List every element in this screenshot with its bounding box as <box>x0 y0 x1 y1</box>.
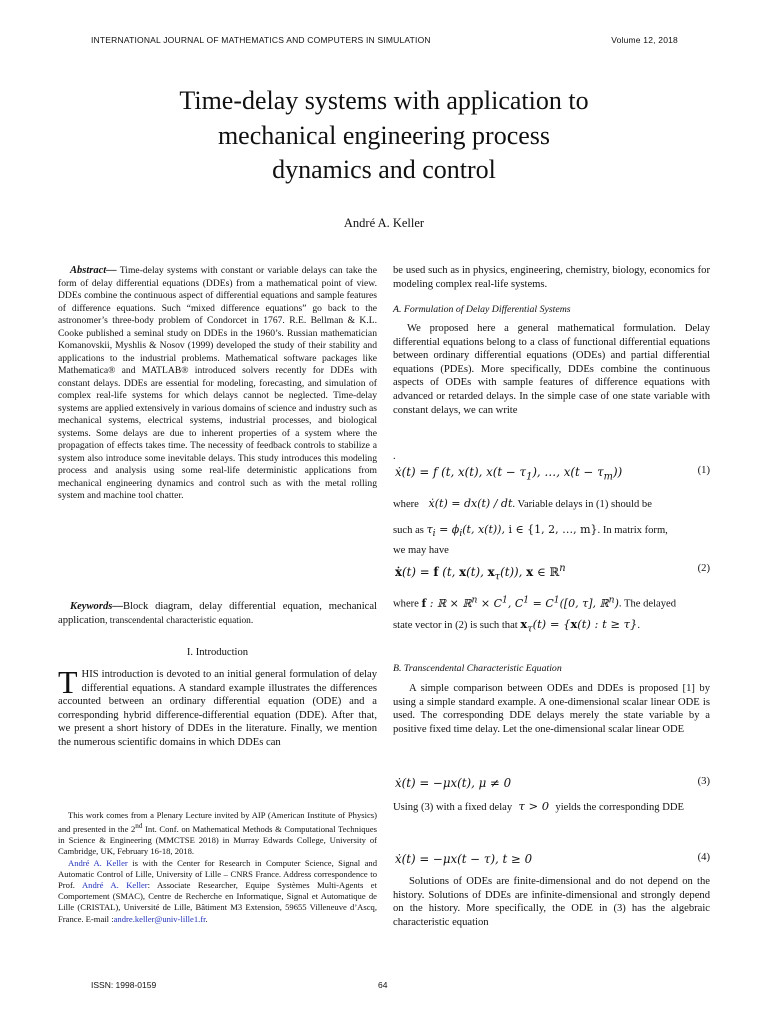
keywords-label: Keywords— <box>70 601 123 612</box>
transcendental-paragraph: A simple comparison between ODEs and DDEs is proposed [1] by using a simple standard example. A one-dimensional scalar linear ODE is used. The corresponding DDE delays merely the state variable by a positive fixed time delay. Let the one-dimensional scalar linear ODE <box>393 683 710 735</box>
where-line-2: where f : ℝ × ℝ$^n$ × $C^1$, $C^1 = C^1([0$, τ], ℝ$^n$). The delayed <box>393 594 677 610</box>
state-vector-line: state vector in (2) is such that $x_\tau(t) = \{x(t)$ : t ≥ τ}. <box>393 617 640 635</box>
volume-label: Volume 12, 2018 <box>611 35 678 45</box>
keywords <box>58 600 377 628</box>
author-link-2[interactable]: André A. Keller <box>81 880 148 891</box>
equation-4-number: (4) <box>697 852 710 863</box>
abstract-label: Abstract— <box>70 265 117 276</box>
variable-delay-line: such as $\tau_i = \phi_i(t$, x(t)), i ∈ {1, 2, …, m}. In matrix form, <box>393 523 668 540</box>
matrix-form-intro: we may have <box>393 545 449 556</box>
subsection-heading-a: A. Formulation of Delay Differential Systems <box>393 304 571 315</box>
issn-footer: ISSN: 1998-0159 <box>91 980 157 990</box>
equation-4: ẋ(t) = −μx(t − τ), t ≥ 0 (4) <box>395 852 710 866</box>
introduction-text: HIS introduction is devoted to an initial general formulation of delay differential equations. A standard example illustrates the differences accounted between an ordinary differential equation (ODE) and a corresponding hybrid difference-differential equation (DDE). After that, we present a short history of DDEs in the literature. Finally, we mention the numerous scientific domains in which DDEs can <box>58 669 377 748</box>
where-line-1: where ẋ(t) = dx(t) / dt. Variable delays in (1) should be <box>393 497 652 510</box>
equation-2-number: (2) <box>697 563 710 574</box>
abstract <box>58 265 377 503</box>
footnote-lecture: This work comes from a Plenary Lecture invited by AIP (American Institute of Physics) and presented in the 2nd Int. Conf. on Mathematical Methods & Computational Techniques in Science & Engineering (MMCTSE 2018) in Murray Edwards College, University of Cambridge, UK, February 16-18, 2018. <box>58 810 377 857</box>
email-link[interactable]: andre.keller@univ-lille1.fr <box>113 913 206 924</box>
keywords-text: Block diagram, delay differential equation, mechanical application <box>58 601 377 626</box>
paper-title <box>90 84 678 188</box>
subsection-heading-b: B. Transcendental Characteristic Equation <box>393 663 562 674</box>
title-line-1: Time-delay systems with application to <box>179 86 589 115</box>
abstract-text: Time-delay systems with constant or variable delays can take the form of delay differential equations (DDEs) from a mathematical point of view. DDEs combine the continuous aspect of differential equations and sample features of difference equations. Such “mixed difference equations” go back to the astronomer’s three-body problem of Condorcet in 1767. R.E. Bellman & K.L. Cooke published a seminal study on DDEs in the 1960’s. Russian mathematician Komanovskii, Myshlis & Nosov (1999) developed the study of their stability and applications to the industrial problems. Mathematical software packages like Mathematica® and MATLAB® introduced solvers recently for DDEs with constant delays. DDEs are essential for modeling, forecasting, and simulation of complex real-life systems for which delays cannot be neglected. Time-delay systems are applied extensively in various domains of science and industry such as mechanical systems, electrical systems, industrial processes, and biological systems. Some delays are due to inherent properties of a system where the propagation of effects takes time. The necessity of feedback controls to stabilize a system also introduce some inevitable delays. This study introduces this modeling process and analysis using some real-life deterministic applications from mechanical engineering dynamics and control such as with the metal rolling system and machine tool chatter. <box>58 265 377 501</box>
drop-cap: T <box>58 664 78 700</box>
formulation-paragraph: We proposed here a general mathematical formulation. Delay differential equations belong to a class of functional differential equations between ordinary differential equations (ODEs) and partial differential equations (PDEs). More specifically, DDEs combine the continuous aspects of ODEs with sample features of difference equations with advanced or retarded delays. In the simple case of one state variable with constant delays, we can write <box>393 323 710 416</box>
footnote-affiliation: André A. Keller is with the Center for Research in Computer Science, Signal and Automatic Control of Lille, University of Lille – CNRS France. Address correspondence to Prof. André A. Keller: Associate Researcher, Equipe Systèmes Multi-Agents et Comportement (SMAC), Centre de Recherche en Informatique, Signal et Automatique de Lille (CRISTAL), Université de Lille, Bâtiment M3 Extension, 59655 Villeneuve d’Ascq, France. E-mail :andre.keller@univ-lille1.fr. <box>58 857 378 924</box>
author-link[interactable]: André A. Keller <box>68 857 128 868</box>
title-line-3: dynamics and control <box>272 155 496 184</box>
equation-3: ẋ(t) = −μx(t), μ ≠ 0 (3) <box>395 776 710 790</box>
page-number: 64 <box>378 980 388 990</box>
equation-3-number: (3) <box>697 776 710 787</box>
stray-dot: . <box>393 451 396 462</box>
keywords-text-small: , transcendental characteristic equation. <box>105 615 254 626</box>
using-eq3-line: Using (3) with a fixed delay τ > 0 yields the corresponding DDE <box>393 799 684 813</box>
equation-1: ẋ(t) = f (t, x(t), $x(t - \tau_1)$, …, $x(t - \tau_m)$) (1) <box>395 465 710 483</box>
solutions-paragraph: Solutions of ODEs are finite-dimensional and do not depend on the history. Solutions of DDEs are infinite-dimensional and strongly depend on the history. More specifically, the ODE in (3) has the algebraic characteristic equation <box>393 876 710 928</box>
title-line-2: mechanical engineering process <box>217 120 551 150</box>
section-heading-introduction: I. Introduction <box>186 647 249 658</box>
equation-1-number: (1) <box>697 465 710 476</box>
journal-header: INTERNATIONAL JOURNAL OF MATHEMATICS AND COMPUTERS IN SIMULATION <box>91 35 431 45</box>
equation-2: ẋ(t) = f (t, x(t), $x_\tau(t)$), x ∈ ℝ$^n$ (2) <box>395 563 710 583</box>
author-name: André A. Keller <box>343 216 425 230</box>
footnote <box>58 810 377 925</box>
continued-paragraph: be used such as in physics, engineering, chemistry, biology, economics for modeling complex real-life systems. <box>393 265 710 290</box>
introduction-paragraph <box>58 664 377 750</box>
